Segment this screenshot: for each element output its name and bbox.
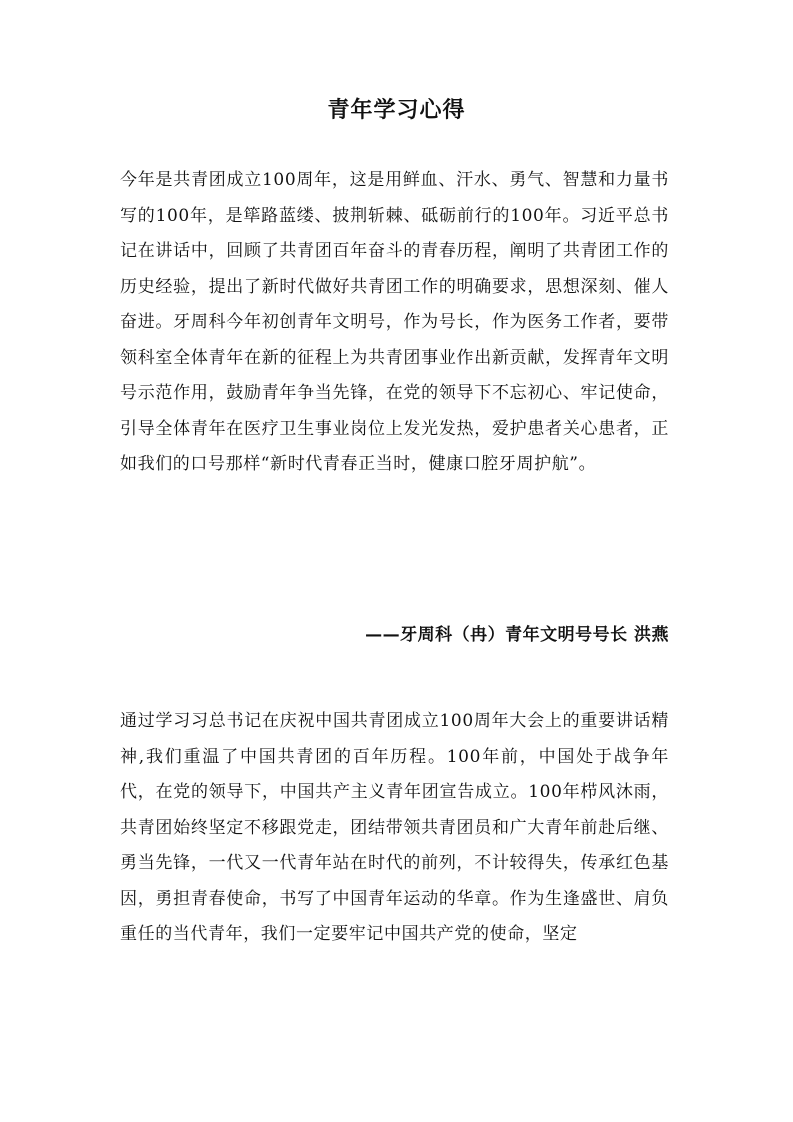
paragraph-2: 通过学习习总书记在庆祝中国共青团成立100周年大会上的重要讲话精神,我们重温了中国共青团的百年历程。100年前，中国处于战争年代，在党的领导下，中国共产主义青年团宣告成立。100年栉风沐雨，共青团始终坚定不移跟党走，团结带领共青团员和广大青年前赴后继、勇当先锋，一代又一代青年站在时代的前列，不计较得失，传承红色基因，勇担青春使命，书写了中国青年运动的华章。作为生逢盛世、肩负重任的当代青年，我们一定要牢记中国共产党的使命，坚定 (120, 711, 669, 944)
paragraph-1: 今年是共青团成立100周年，这是用鲜血、汗水、勇气、智慧和力量书写的100年，是筚路蓝缕、披荆斩棘、砥砺前行的100年。习近平总书记在讲话中，回顾了共青团百年奋斗的青春历程，阐明了共青团工作的历史经验，提出了新时代做好共青团工作的明确要求，思想深刻、催人奋进。牙周科今年初创青年文明号，作为号长，作为医务工作者，要带领科室全体青年在新的征程上为共青团事业作出新贡献，发挥青年文明号示范作用，鼓励青年争当先锋，在党的领导下不忘初心、牢记使命，引导全体青年在医疗卫生事业岗位上发光发热，爱护患者关心患者，正如我们的口号那样“新时代青春正当时，健康口腔牙周护航”。 (120, 170, 669, 474)
signature: ——牙周科（冉）青年文明号号长 洪燕 (365, 625, 669, 645)
document-title: 青年学习心得 (327, 98, 466, 123)
